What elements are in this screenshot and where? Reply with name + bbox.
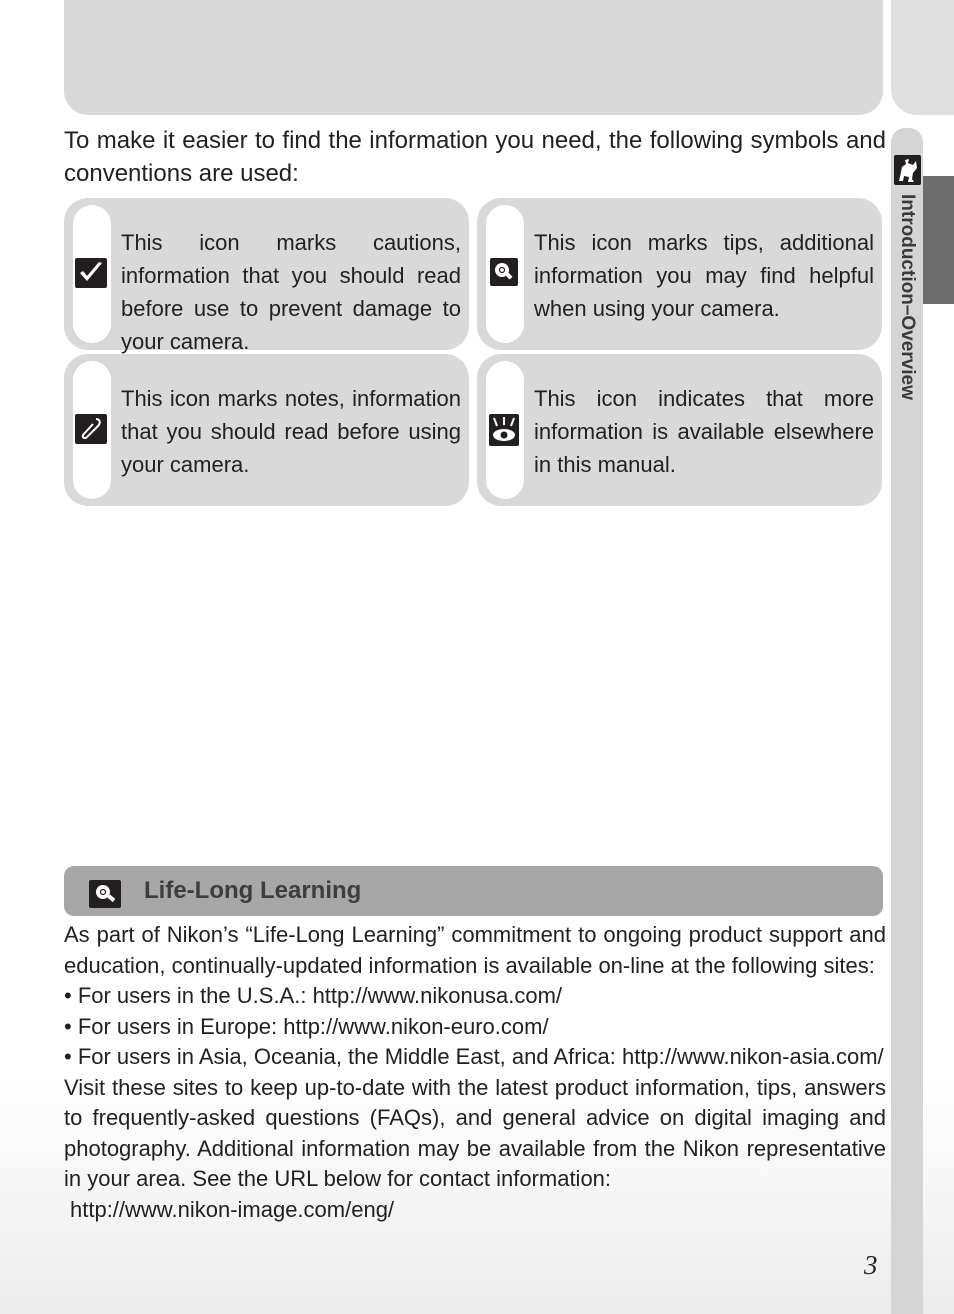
check-icon — [75, 258, 107, 288]
site-item-asia: • For users in Asia, Oceania, the Middle East, and Africa: http://www.nikon-asia.com/ — [64, 1044, 884, 1069]
contact-url: http://www.nikon-image.com/eng/ — [70, 1196, 395, 1222]
lightbulb-icon — [490, 258, 518, 286]
lifelong-outro: Visit these sites to keep up-to-date with the latest product information, tips, answers to frequently-asked questions (FAQs), and general advice on digital imaging and photography. Additional information may be available from the Nikon representative in your area. See the URL below for contact information: — [64, 1074, 886, 1191]
symbol-text: This icon marks notes, information that you should read before using your camera. — [121, 386, 461, 477]
symbol-box-note — [64, 354, 469, 506]
page-number: 3 — [864, 1250, 878, 1280]
symbol-text: This icon marks cautions, information that you should read before use to prevent damage to your camera. — [121, 230, 461, 354]
lightbulb-icon — [89, 880, 121, 908]
lifelong-learning-banner — [64, 866, 883, 916]
symbol-box-tip — [477, 198, 882, 350]
side-top-block — [891, 0, 954, 115]
symbol-text: This icon indicates that more information is available elsewhere in this manual. — [534, 386, 874, 477]
intro-text: To make it easier to find the information you need, the following symbols and conventions are used: — [64, 127, 886, 187]
site-item-europe: • For users in Europe: http://www.nikon-euro.com/ — [64, 1013, 549, 1039]
section-title: Life-Long Learning — [144, 877, 362, 904]
rooster-icon — [894, 155, 921, 185]
lifelong-intro: As part of Nikon’s “Life-Long Learning” commitment to ongoing product support and education, continually-updated information is available on-line at the following sites: — [64, 922, 886, 978]
section-label: Introduction–Overview — [897, 194, 918, 400]
symbol-box-reference — [477, 354, 882, 506]
section-tab-marker — [923, 176, 954, 304]
top-banner — [64, 0, 883, 115]
pencil-icon — [75, 414, 107, 444]
symbol-text: This icon marks tips, additional information you may find helpful when using your camera. — [534, 230, 874, 321]
site-item-usa: • For users in the U.S.A.: http://www.nikonusa.com/ — [64, 983, 563, 1008]
eye-icon — [489, 414, 519, 446]
symbol-box-caution — [64, 198, 469, 354]
lifelong-learning-body — [64, 920, 886, 1225]
